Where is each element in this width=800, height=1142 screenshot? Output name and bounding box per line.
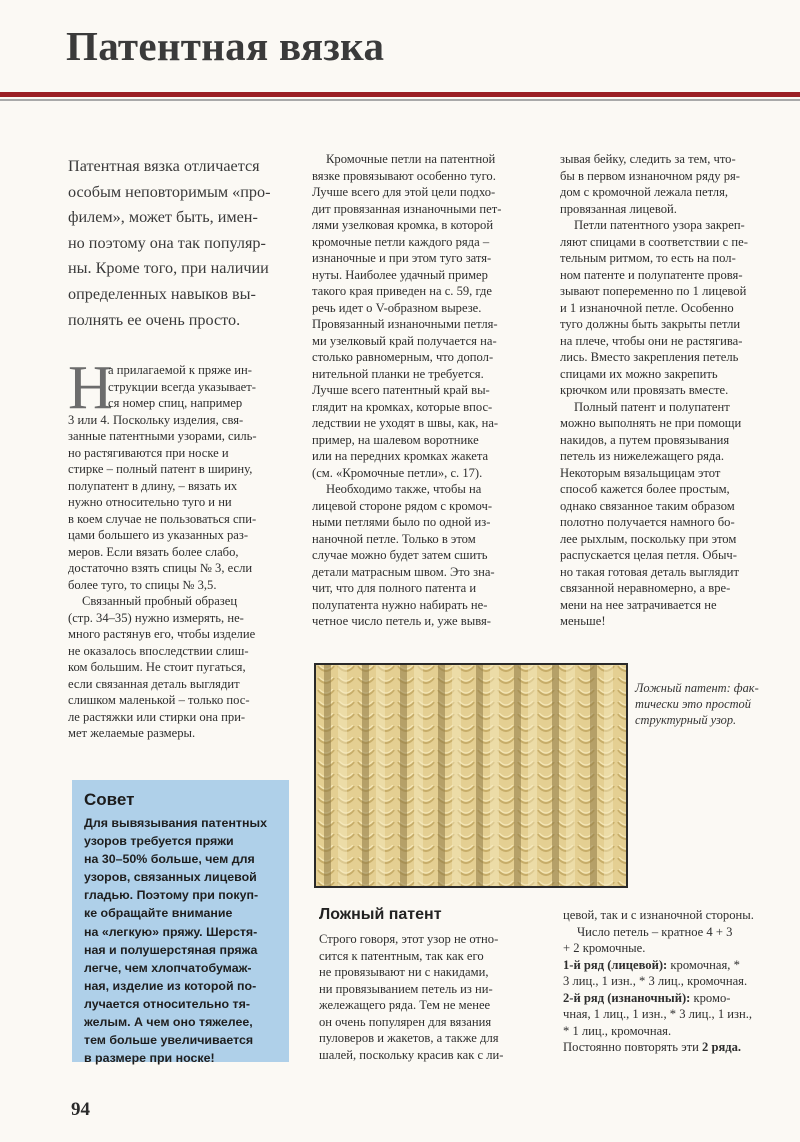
rib-highlight (604, 665, 613, 886)
text-line: цами большего из указанных раз- (68, 528, 249, 542)
text-line: Лучше всего для этой цели подхо- (312, 185, 496, 199)
text-line: накидов, а путем провязывания (560, 432, 730, 447)
text-line: меров. Если вязать более слабо, (68, 544, 239, 559)
knit-texture (316, 665, 626, 886)
text-line: Петли патентного узора закреп- (574, 218, 745, 232)
repeat-instruction (563, 1039, 800, 1056)
lead-line: ны. Кроме того, при наличии (68, 259, 269, 278)
caption-line: тически это простой (635, 697, 751, 711)
tip-line: узоров требуется пряжи (84, 834, 234, 849)
text-line: способ кажется более простым, (560, 482, 730, 496)
text-line: можно выполнять не при помощи (560, 416, 742, 430)
tip-line: Для вывязывания патентных (84, 816, 267, 830)
row-2-label: 2-й ряд (изнаночный): (563, 990, 691, 1005)
drop-cap: Н (68, 354, 113, 422)
rib-shadow (362, 665, 369, 886)
text-line: зывая бейку, следить за тем, что- (560, 152, 736, 166)
text-line: Строго говоря, этот узор не отно- (319, 932, 499, 946)
tip-line: в размере при носке! (84, 1051, 215, 1066)
text-line: однако связанное таким образом (560, 498, 735, 513)
text-line: мет желаемые размеры. (68, 726, 196, 740)
text-line: ными петлями было по одной из- (312, 515, 491, 529)
lead-line: определенных навыков вы- (68, 284, 256, 303)
tip-line: ная и полушерстяная пряжа (84, 942, 258, 957)
knitted-sample-photo (314, 663, 628, 888)
text-line: изнаночные и при этом туго затя- (312, 251, 492, 265)
text-line: Полный патент и полупатент (574, 399, 730, 414)
text-line: столько равномерным, что допол- (312, 350, 494, 364)
text-line: ле растяжки или стирки она при- (68, 709, 246, 724)
tip-line: на «легкую» пряжу. Шерстя- (84, 924, 258, 939)
caption-line: структурный узор. (635, 713, 737, 727)
text-line: не оказалось впоследствии слиш- (68, 643, 249, 658)
repeat-count: 2 ряда. (702, 1040, 742, 1054)
text-line: 3 или 4. Поскольку изделия, свя- (68, 412, 244, 427)
text-line: он очень популярен для вязания (319, 1014, 492, 1029)
column-3 (560, 151, 800, 630)
text-line: чит, что для полного патента и (312, 581, 477, 595)
text-line: шалей, поскольку красив как с ли- (319, 1047, 504, 1062)
text-line: кромочные петли каждого ряда – (312, 234, 490, 249)
text-line: связанной неравномерно, а вре- (560, 581, 731, 595)
text-line: ном патенте и полупатенте провя- (560, 267, 743, 282)
rib-highlight (376, 665, 385, 886)
text-line: вязке провязывают особенно туго. (312, 168, 496, 183)
tip-title: Совет (84, 790, 135, 809)
text-line: полупатента нужно набирать не- (312, 597, 488, 612)
title-rule (0, 92, 800, 102)
tip-line: тем больше увеличивается (84, 1033, 254, 1048)
section-heading: Ложный патент (319, 906, 442, 923)
text-line: но растягиваются при носке и (68, 445, 229, 460)
rib-shadow (400, 665, 407, 886)
text-line: пример, на шалевом воротнике (312, 432, 479, 447)
text-line: слишком маленькой – только пос- (68, 693, 250, 707)
text-line: (см. «Кромочные петли», с. 17). (312, 465, 483, 480)
text-line: ся номер спиц, например (108, 396, 243, 410)
tip-line: ке обращайте внимание (84, 906, 233, 921)
lead-paragraph (68, 154, 288, 333)
text-line: бы в первом изнаночном ряду ря- (560, 168, 741, 183)
text-line: сится к патентным, так как его (319, 948, 484, 963)
text-line: нуты. Наиболее удачный пример (312, 267, 488, 282)
tip-line: ная, изделие из которой по- (84, 978, 257, 993)
text-line: нужно относительно туго и ни (68, 495, 232, 509)
text-line: лее рыхлым, поскольку при этом (560, 531, 737, 546)
text-line: Лучше всего патентный край вы- (312, 383, 490, 397)
text-line: случае можно будет затем сшить (312, 548, 488, 562)
text-line: струкции всегда указывает- (108, 379, 256, 394)
column-1 (68, 354, 290, 742)
tip-line: лучается относительно тя- (84, 996, 250, 1011)
text-line: а прилагаемой к пряже ин- (108, 363, 252, 377)
text-line: ляют спицами в соответствии с пе- (560, 234, 748, 249)
row-2-text: кромо- (690, 990, 731, 1005)
tip-line: легче, чем хлопчатобумаж- (84, 960, 252, 975)
text-line: глядит на кромках, которые впос- (312, 399, 493, 414)
rib-shadow (590, 665, 597, 886)
text-line: лицевой стороне рядом с кромоч- (312, 498, 493, 513)
row-2-instruction (563, 990, 800, 1007)
rib-highlight (338, 665, 347, 886)
text-line: зывают попеременно по 1 лицевой (560, 284, 747, 298)
rib-highlight (566, 665, 575, 886)
text-line: дит провязанная изнаночными пет- (312, 201, 502, 216)
text-line: стирке – полный патент в ширину, (68, 462, 253, 476)
text-line: спицами их можно закрепить (560, 366, 718, 381)
text-line: лись. Вместо закрепления петель (560, 350, 739, 364)
text-line: мени на нее затрачивается не (560, 597, 717, 612)
rib-shadow (438, 665, 445, 886)
page-number: 94 (71, 1099, 90, 1120)
text-line: в коем случае не пользоваться спи- (68, 511, 257, 526)
text-line: туго должны быть закрыты петли (560, 317, 741, 331)
lead-line: полнять ее очень просто. (68, 310, 241, 329)
text-line: Некоторым вязальщицам этот (560, 465, 721, 480)
rib-shadow (514, 665, 521, 886)
text-line: нительной планки не требуется. (312, 366, 484, 381)
rib-highlight (490, 665, 499, 886)
rib-shadow (552, 665, 559, 886)
text-line: провязанная лицевой. (560, 201, 677, 216)
tip-line: на 30–50% больше, чем для (84, 852, 255, 867)
text-line: Необходимо также, чтобы на (326, 482, 482, 496)
tip-line: гладью. Поэтому при покуп- (84, 888, 259, 903)
text-line: полупатент в длину, – вязать их (68, 478, 238, 493)
text-line: такого края приведен на с. 59, где (312, 284, 493, 298)
text-line: ком большим. Не стоит пугаться, (68, 660, 246, 674)
tip-line: желым. А чем оно тяжелее, (84, 1015, 253, 1030)
text-line: и 1 изнаночной петле. Особенно (560, 300, 734, 315)
text-line: речь идет о V-образном вырезе. (312, 300, 482, 315)
text-line: не провязывают ни с накидами, (319, 965, 489, 979)
text-line: тельным ритмом, то есть на пол- (560, 251, 736, 265)
text-line: ледствии не уходят в швы, как, на- (312, 416, 499, 430)
caption-line: Ложный патент: фак- (635, 681, 759, 695)
text-line: * 1 лиц., кромочная. (563, 1023, 672, 1038)
text-line: меньше! (560, 614, 606, 628)
rib-shadow (476, 665, 483, 886)
text-line: лями узелковая кромка, в которой (312, 218, 494, 232)
lead-line: филем», может быть, имен- (68, 208, 258, 227)
text-line: распускается целая петля. Обыч- (560, 548, 737, 562)
text-line: четное число петель и, уже вывя- (312, 614, 491, 628)
text-line: полотно получается намного бо- (560, 515, 735, 529)
text-line: Число петель – кратное 4 + 3 (577, 924, 733, 939)
text-line: более туго, то спицы № 3,5. (68, 577, 217, 592)
repeat-text: Постоянно повторять эти (563, 1040, 702, 1054)
lead-line: Патентная вязка отличается (68, 157, 260, 175)
text-line: детали матрасным швом. Это зна- (312, 564, 495, 579)
tip-text (84, 814, 277, 1067)
rib-shadow (324, 665, 331, 886)
lead-line: особым неповторимым «про- (68, 182, 271, 201)
text-line: занные патентными узорами, силь- (68, 429, 257, 443)
text-line: много растянув его, чтобы изделие (68, 627, 256, 641)
tip-line: узоров, связанных лицевой (84, 870, 257, 885)
text-line: ни провязыванием петель из ни- (319, 981, 493, 996)
text-line: Кромочные петли на патентной (326, 152, 496, 166)
rib-highlight (414, 665, 423, 886)
row-1-label: 1-й ряд (лицевой): (563, 957, 668, 972)
text-line: крючком или провязать вместе. (560, 383, 729, 397)
text-line: или на передних кромках жакета (312, 449, 489, 463)
text-line: + 2 кромочные. (563, 941, 646, 955)
text-line: Провязанный изнаночными петля- (312, 317, 498, 331)
text-line: чная, 1 лиц., 1 изн., * 3 лиц., 1 изн., (563, 1007, 753, 1021)
page-title: Патентная вязка (66, 23, 385, 69)
tip-box (72, 780, 289, 1066)
text-line: цевой, так и с изнаночной стороны. (563, 908, 754, 922)
text-line: достаточно взять спицы № 3, если (68, 561, 253, 575)
rib-highlight (452, 665, 461, 886)
text-line: жележащего ряда. Тем не менее (319, 998, 491, 1012)
rib-highlight (528, 665, 537, 886)
text-line: Связанный пробный образец (82, 594, 238, 608)
text-line: но такая готовая деталь выглядит (560, 564, 740, 579)
column-4 (319, 931, 549, 1063)
text-line: дом с кромочной лежала петля, (560, 185, 729, 199)
text-line: ми узелковый край получается на- (312, 333, 497, 348)
column-5 (563, 907, 800, 1056)
text-line: петель из нижележащего ряда. (560, 449, 725, 463)
row-1-instruction (563, 957, 800, 974)
row-1-text: кромочная, * (667, 957, 740, 972)
photo-caption (635, 680, 800, 728)
text-line: пуловеров и жакетов, а также для (319, 1031, 499, 1045)
lead-line: но поэтому она так популяр- (68, 233, 266, 252)
text-line: на плече, чтобы они не растягива- (560, 333, 743, 348)
text-line: если связанная деталь выглядит (68, 676, 240, 691)
text-line: 3 лиц., 1 изн., * 3 лиц., кромочная. (563, 974, 748, 988)
column-2 (312, 151, 542, 630)
text-line: (стр. 34–35) нужно измерять, не- (68, 610, 244, 625)
text-line: наночной петле. Только в этом (312, 531, 476, 546)
